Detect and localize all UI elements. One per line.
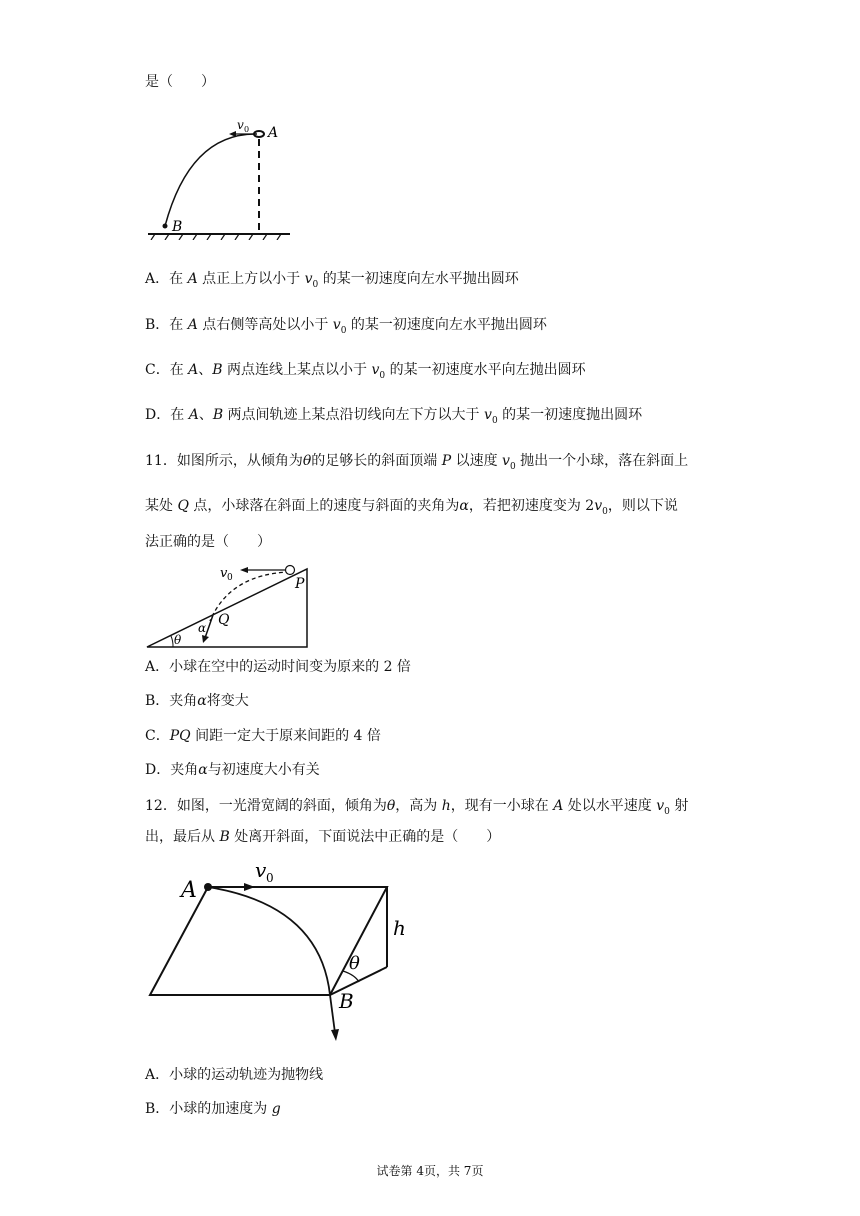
q10-stem-tail: 是（ ） [145,74,215,90]
q10-option-c[interactable]: C．在 A、B 两点连线上某点以小于 $v_0$ 的某一初速度水平向左抛出圆环 [145,362,586,381]
label-theta: θ [174,633,182,647]
label-a: A [181,878,197,903]
page-footer: 试卷第 4页，共 7页 [376,1164,484,1178]
q11-stem-line3: 法正确的是（ ） [145,534,271,550]
q11-figure [145,560,310,650]
point-a [204,883,212,891]
q12-figure [145,855,415,1045]
label-h: h [393,916,406,940]
v0-label: v [255,858,267,882]
q11-option-b[interactable]: B．夹角α将变大 [145,693,249,709]
svg-text:0: 0 [227,573,233,583]
q12-stem-line1: 12．如图，一光滑宽阔的斜面，倾角为θ，高为 h，现有一小球在 A 处以水平速度 $v_0$ 射 [145,798,689,817]
q11-option-d[interactable]: D．夹角α与初速度大小有关 [145,762,320,778]
label-alpha: α [198,621,207,635]
q12-stem-line2: 出，最后从 B 处离开斜面，下面说法中正确的是（ ） [145,829,501,845]
point-b [163,224,168,229]
svg-text:0: 0 [266,871,274,885]
theta-arc [171,636,173,647]
q11-option-c[interactable]: C．PQ 间距一定大于原来间距的 4 倍 [145,728,381,744]
svg-text:0: 0 [244,125,250,134]
label-a: A [268,125,279,141]
label-q: Q [218,612,230,628]
label-b: B [339,989,354,1013]
trajectory-curve [165,134,257,226]
v0-label: v [220,566,228,581]
trajectory-curve [208,887,330,995]
v0-label: v [237,118,244,132]
incline-face [150,887,387,995]
exit-velocity-arrow [330,995,335,1033]
q10-option-d[interactable]: D．在 A、B 两点间轨迹上某点沿切线向左下方以大于 $v_0$ 的某一初速度抛出圆环 [145,407,643,426]
label-theta: θ [349,953,360,974]
label-p: P [295,576,305,592]
q10-option-b[interactable]: B．在 A 点右侧等高处以小于 $v_0$ 的某一初速度向左水平抛出圆环 [145,317,547,336]
label-b: B [172,219,183,235]
q10-option-a[interactable]: A．在 A 点正上方以小于 $v_0$ 的某一初速度向左水平抛出圆环 [145,271,519,290]
q11-stem-line1: 11．如图所示，从倾角为θ的足够长的斜面顶端 P 以速度 $v_0$ 抛出一个小球，落在斜面上 [145,453,689,472]
q12-option-a[interactable]: A．小球的运动轨迹为抛物线 [145,1067,324,1083]
q12-option-b[interactable]: B．小球的加速度为 g [145,1101,281,1117]
q10-figure [145,113,295,240]
q11-option-a[interactable]: A．小球在空中的运动时间变为原来的 2 倍 [145,659,411,675]
q11-stem-line2: 某处 Q 点，小球落在斜面上的速度与斜面的夹角为α，若把初速度变为 $2v_0$，则以下说 [145,498,678,517]
ball [286,566,295,575]
